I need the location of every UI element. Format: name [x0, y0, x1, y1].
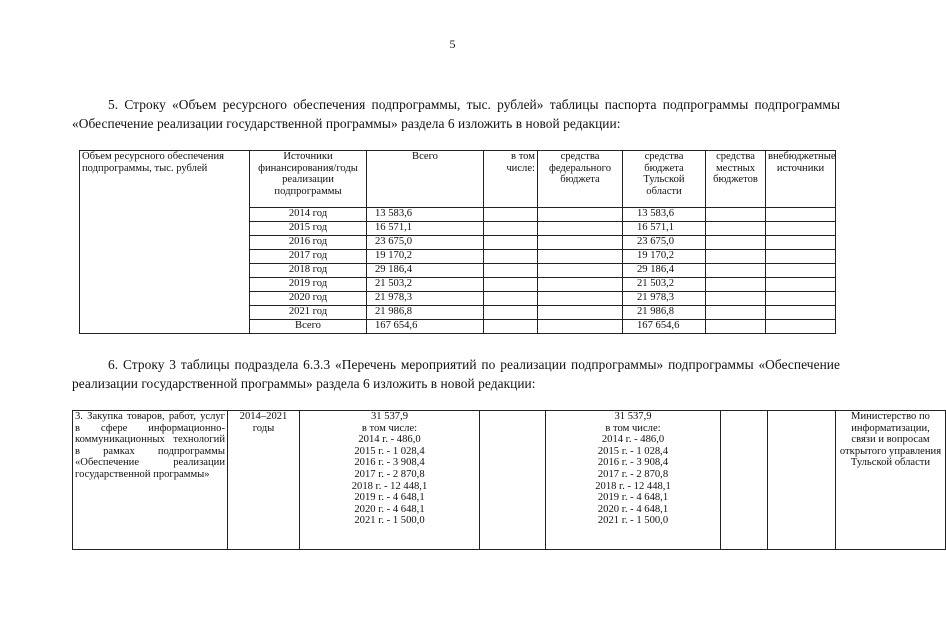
- amount-line: 31 537,9: [614, 411, 652, 422]
- amount-line: 2018 г. - 12 448,1: [595, 480, 671, 492]
- amount-line: 2021 г. - 1 500,0: [597, 515, 669, 527]
- table1-federal-cell: [538, 208, 623, 222]
- table1-header-federal: средства федерального бюджета: [538, 151, 623, 208]
- amount-line: 2016 г. - 3 908,4: [354, 457, 425, 469]
- paragraph-amendment-6-text: 6. Строку 3 таблицы подраздела 6.3.3 «Перечень мероприятий по реализации подпрограммы» подпрограммы «Обеспечение реализации государственной программы» раздела 6 изложить в новой редакции:: [72, 357, 840, 391]
- amount-line: 2015 г. - 1 028,4: [354, 445, 425, 457]
- table1-regional-cell: 21 503,2: [623, 278, 706, 292]
- table1-local-cell: [706, 264, 766, 278]
- table1-federal-cell: [538, 264, 623, 278]
- table1-empty-cell: [484, 222, 538, 236]
- table1-local-cell: [706, 306, 766, 320]
- table1-total-cell: 23 675,0: [367, 236, 484, 250]
- table1-local-cell: [706, 222, 766, 236]
- table1-federal-cell: [538, 236, 623, 250]
- amount-line: 2016 г. - 3 908,4: [597, 457, 669, 469]
- table1-year-cell: Всего: [250, 320, 367, 334]
- table1-regional-cell: 16 571,1: [623, 222, 706, 236]
- table1-local-cell: [706, 250, 766, 264]
- table1-total-cell: 19 170,2: [367, 250, 484, 264]
- table2-amounts-total: [300, 411, 480, 550]
- table1-year-cell: 2019 год: [250, 278, 367, 292]
- table1-total-cell: 21 986,8: [367, 306, 484, 320]
- amount-line: 2019 г. - 4 648,1: [354, 492, 425, 504]
- paragraph-amendment-5-text: 5. Строку «Объем ресурсного обеспечения подпрограммы, тыс. рублей» таблицы паспорта подпрограммы подпрограммы «Обеспечение реализации государственной программы» раздела 6 изложить в новой редакции:: [72, 97, 840, 131]
- table1-local-cell: [706, 208, 766, 222]
- table2-row: [73, 411, 946, 550]
- table1-federal-cell: [538, 278, 623, 292]
- amount-line: 31 537,9: [370, 411, 409, 422]
- table1-year-cell: 2021 год: [250, 306, 367, 320]
- table1-total-cell: 16 571,1: [367, 222, 484, 236]
- table2-federal-cell: [480, 411, 546, 550]
- table1-offbudget-cell: [766, 292, 836, 306]
- paragraph-amendment-6: [72, 355, 840, 393]
- amount-line: 2017 г. - 2 870,8: [354, 468, 425, 480]
- table1-empty-cell: [484, 278, 538, 292]
- table1-empty-cell: [484, 320, 538, 334]
- table1-total-cell: 21 503,2: [367, 278, 484, 292]
- table1-offbudget-cell: [766, 306, 836, 320]
- amount-line: в том числе:: [361, 422, 418, 434]
- table1-empty-cell: [484, 292, 538, 306]
- table2-offbudget-cell: [768, 411, 836, 550]
- table1-regional-cell: 23 675,0: [623, 236, 706, 250]
- table1-offbudget-cell: [766, 264, 836, 278]
- table2-activity-name: 3. Закупка товаров, работ, услуг в сфере информационно-коммуникационных технологий в рамках подпрограммы «Обеспечение реализации государственной программы»: [73, 411, 228, 550]
- table1-offbudget-cell: [766, 208, 836, 222]
- table1-offbudget-cell: [766, 278, 836, 292]
- table1-federal-cell: [538, 306, 623, 320]
- amount-line: 2014 г. - 486,0: [601, 434, 665, 446]
- table1-regional-cell: 19 170,2: [623, 250, 706, 264]
- amount-line: 2020 г. - 4 648,1: [354, 503, 425, 515]
- table1-total-cell: 167 654,6: [367, 320, 484, 334]
- table1-local-cell: [706, 292, 766, 306]
- table1-year-cell: 2016 год: [250, 236, 367, 250]
- resource-provision-table: [79, 150, 836, 334]
- table1-empty-cell: [484, 236, 538, 250]
- table1-row-label: Объем ресурсного обеспечения подпрограммы, тыс. рублей: [80, 151, 250, 334]
- table1-header-offbudget: внебюджетные источники: [766, 151, 836, 208]
- table1-federal-cell: [538, 292, 623, 306]
- amount-line: 2014 г. - 486,0: [358, 434, 421, 446]
- table1-header-sources: Источники финансирования/годы реализации подпрограммы: [250, 151, 367, 208]
- table1-total-cell: 21 978,3: [367, 292, 484, 306]
- table1-regional-cell: 29 186,4: [623, 264, 706, 278]
- table1-header-total: Всего: [367, 151, 484, 208]
- table1-local-cell: [706, 236, 766, 250]
- table1-regional-cell: 13 583,6: [623, 208, 706, 222]
- amount-line: 2021 г. - 1 500,0: [354, 515, 425, 527]
- amount-line: 2019 г. - 4 648,1: [597, 492, 669, 504]
- table1-empty-cell: [484, 208, 538, 222]
- table2-amounts-regional: [546, 411, 721, 550]
- table2-local-cell: [721, 411, 768, 550]
- table1-federal-cell: [538, 222, 623, 236]
- table1-regional-cell: 21 986,8: [623, 306, 706, 320]
- activities-table: [72, 410, 946, 550]
- table1-offbudget-cell: [766, 222, 836, 236]
- table2-executor: Министерство по информатизации, связи и вопросам открытого управления Тульской области: [836, 411, 946, 550]
- table1-header-row: [80, 151, 836, 208]
- table1-empty-cell: [484, 306, 538, 320]
- table1-header-local: средства местных бюджетов: [706, 151, 766, 208]
- page-number: 5: [449, 37, 456, 51]
- table1-empty-cell: [484, 264, 538, 278]
- table1-total-cell: 13 583,6: [367, 208, 484, 222]
- paragraph-amendment-5: [72, 95, 840, 133]
- table1-regional-cell: 167 654,6: [623, 320, 706, 334]
- table1-regional-cell: 21 978,3: [623, 292, 706, 306]
- table1-year-cell: 2020 год: [250, 292, 367, 306]
- table1-total-cell: 29 186,4: [367, 264, 484, 278]
- amount-line: в том числе:: [605, 422, 661, 434]
- table1-local-cell: [706, 278, 766, 292]
- table1-offbudget-cell: [766, 250, 836, 264]
- table1-offbudget-cell: [766, 320, 836, 334]
- table1-empty-cell: [484, 250, 538, 264]
- table1-federal-cell: [538, 250, 623, 264]
- amount-line: 2015 г. - 1 028,4: [597, 445, 669, 457]
- table1-year-cell: 2014 год: [250, 208, 367, 222]
- table1-year-cell: 2018 год: [250, 264, 367, 278]
- amount-line: 2018 г. - 12 448,1: [351, 480, 428, 492]
- amount-line: 2020 г. - 4 648,1: [597, 503, 669, 515]
- table1-federal-cell: [538, 320, 623, 334]
- table2-period: 2014–2021 годы: [228, 411, 300, 550]
- table1-header-regional: средства бюджета Тульской области: [623, 151, 706, 208]
- table1-year-cell: 2017 год: [250, 250, 367, 264]
- table1-header-including: в том числе:: [484, 151, 538, 208]
- table1-year-cell: 2015 год: [250, 222, 367, 236]
- table1-local-cell: [706, 320, 766, 334]
- amount-line: 2017 г. - 2 870,8: [597, 468, 669, 480]
- table1-offbudget-cell: [766, 236, 836, 250]
